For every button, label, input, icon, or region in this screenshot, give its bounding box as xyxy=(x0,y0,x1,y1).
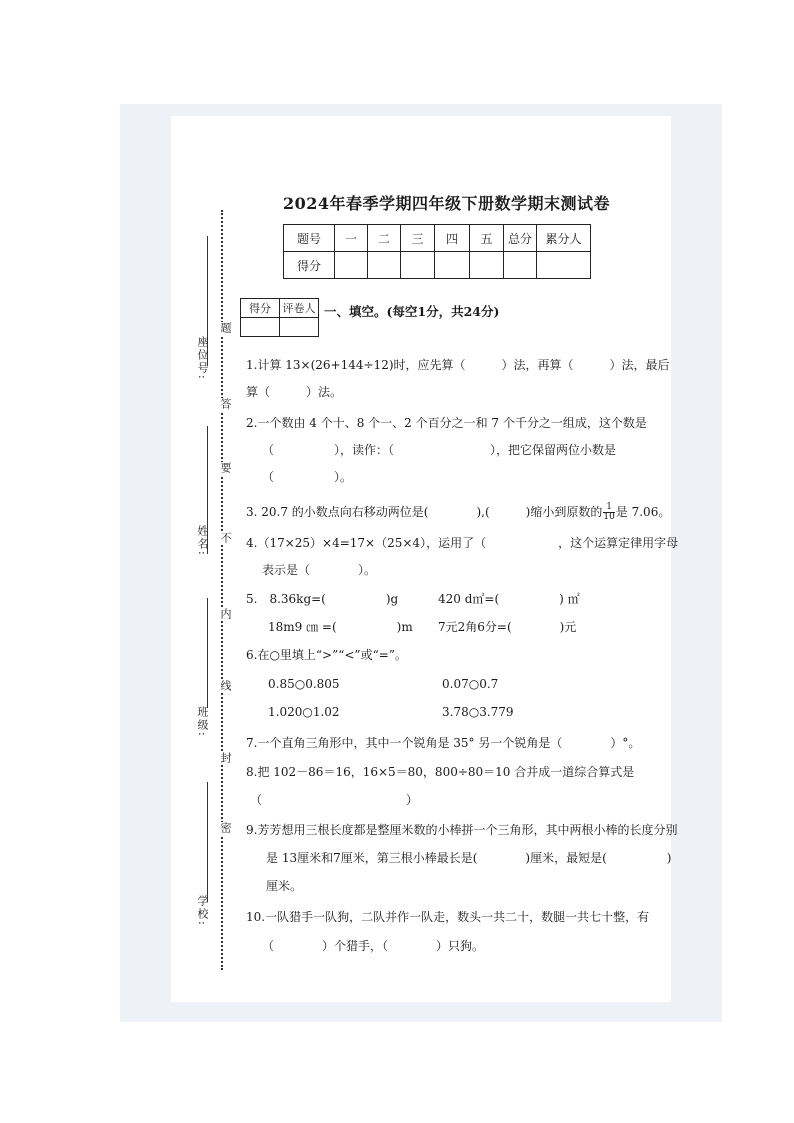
class-label: 班级: xyxy=(196,706,209,738)
grader-score-cell xyxy=(241,318,280,337)
seal-char-4: 不 xyxy=(219,532,232,545)
question-6: 6.在○里填上“>”“<”或“=”。 xyxy=(246,648,407,662)
col-4: 四 xyxy=(435,225,470,252)
question-4-line-2: 表示是（ ）。 xyxy=(262,563,377,577)
col-3: 三 xyxy=(401,225,435,252)
seal-char-3: 要 xyxy=(219,462,232,475)
question-3-text-a: 3. 20.7 的小数点向右移动两位是( ),( )缩小到原数的 xyxy=(246,505,603,519)
question-2-line-2: （ ），读作：（ ），把它保留两位小数是 xyxy=(262,443,617,457)
class-underline xyxy=(207,598,208,708)
question-3 xyxy=(246,503,670,522)
seal-char-2: 答 xyxy=(219,398,232,411)
question-10-line-2: （ ）个猎手，（ ）只狗。 xyxy=(262,939,485,953)
seal-char-1: 题 xyxy=(219,322,232,335)
question-6-item-2: 0.07○0.7 xyxy=(442,677,499,691)
question-8-line-2: （ ） xyxy=(250,793,419,807)
question-4-line-1: 4.（17×25）×4=17×（25×4），运用了（ ，这个运算定律用字母 xyxy=(246,536,679,550)
section-heading: 一、填空。(每空1分，共24分) xyxy=(324,304,500,319)
grader-name-label: 评卷人 xyxy=(280,299,319,318)
score-cell xyxy=(368,252,401,279)
name-label: 姓名: xyxy=(196,525,209,557)
col-total: 总分 xyxy=(504,225,537,252)
seal-char-8: 密 xyxy=(219,822,232,835)
question-6-item-1: 0.85○0.805 xyxy=(268,677,340,691)
question-6-item-4: 3.78○3.779 xyxy=(442,705,514,719)
exam-title: 2024年春季学期四年级下册数学期末测试卷 xyxy=(283,194,611,213)
col-2: 二 xyxy=(368,225,401,252)
question-6-item-3: 1.020○1.02 xyxy=(268,705,340,719)
col-tally: 累分人 xyxy=(537,225,591,252)
fraction-denominator: 10 xyxy=(603,512,615,522)
score-table xyxy=(283,224,591,279)
question-5-item-4: 7元2角6分=( )元 xyxy=(438,620,577,634)
question-8-line-1: 8.把 102－86＝16，16×5＝80，800÷80＝10 合并成一道综合算式是 xyxy=(246,765,635,779)
fraction-one-tenth xyxy=(603,503,614,522)
question-9-line-2: 是 13厘米和7厘米，第三根小棒最长是( )厘米，最短是( ) xyxy=(266,851,672,865)
question-7: 7.一个直角三角形中，其中一个锐角是 35° 另一个锐角是（ ）°。 xyxy=(246,736,641,750)
question-5-item-1: 5. 8.36kg=( )g xyxy=(246,592,399,606)
seal-char-6: 线 xyxy=(219,680,232,693)
question-3-text-b: 是 7.06。 xyxy=(615,505,671,519)
question-5-item-2: 420 d㎡=( ) ㎡ xyxy=(438,592,580,606)
question-1-line-1: 1.计算 13×(26+144÷12)时，应先算（ ）法，再算（ ）法，最后 xyxy=(246,358,670,372)
school-underline xyxy=(207,782,208,902)
col-5: 五 xyxy=(470,225,504,252)
grader-name-cell xyxy=(280,318,319,337)
score-cell xyxy=(335,252,368,279)
question-5-item-3: 18m9 ㎝ =( )m xyxy=(268,620,413,634)
fraction-numerator: 1 xyxy=(603,503,614,513)
seal-char-5: 内 xyxy=(219,608,232,621)
grader-table xyxy=(240,298,319,337)
question-10-line-1: 10.一队猎手一队狗，二队并作一队走，数头一共二十，数腿一共七十整，有 xyxy=(246,910,650,924)
question-9-line-1: 9.芳芳想用三根长度都是整厘米数的小棒拼一个三角形，其中两根小棒的长度分别 xyxy=(246,823,678,837)
row-header-score: 得分 xyxy=(284,252,335,279)
score-cell xyxy=(470,252,504,279)
seat-label: 座位号: xyxy=(196,336,209,381)
question-1-line-2: 算（ ）法。 xyxy=(246,385,343,399)
question-2-line-1: 2.一个数由 4 个十、8 个一、2 个百分之一和 7 个千分之一组成，这个数是 xyxy=(246,416,647,430)
school-label: 学校: xyxy=(196,895,209,927)
col-1: 一 xyxy=(335,225,368,252)
seal-char-7: 封 xyxy=(219,752,232,765)
question-9-line-3: 厘米。 xyxy=(266,879,303,893)
grader-score-label: 得分 xyxy=(241,299,280,318)
score-cell xyxy=(504,252,537,279)
score-cell xyxy=(435,252,470,279)
score-cell xyxy=(537,252,591,279)
score-cell xyxy=(401,252,435,279)
row-header-number: 题号 xyxy=(284,225,335,252)
question-2-line-3: （ ）。 xyxy=(262,470,353,484)
